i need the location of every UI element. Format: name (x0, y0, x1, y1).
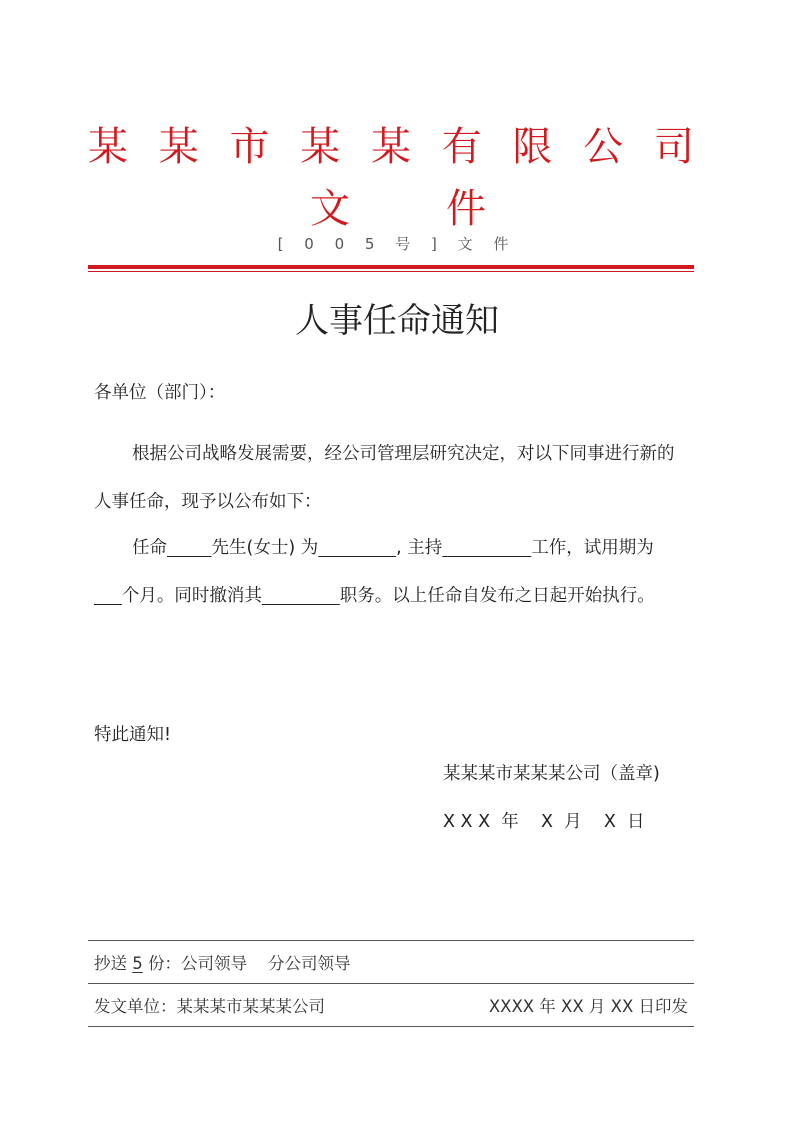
closing-remark: 特此通知! (94, 725, 172, 745)
months-blank (94, 586, 122, 606)
name-blank (167, 538, 212, 558)
document-number: [ 0 0 5 号 ] 文 件 (277, 235, 517, 253)
probation-label: 工作，试用期为 (531, 538, 654, 558)
cc-label: 抄送 (94, 954, 133, 973)
org-char: 某 (158, 124, 199, 170)
cc-count: 5 (132, 954, 143, 973)
header-divider-thick (88, 265, 694, 269)
org-char: 某 (371, 124, 411, 170)
org-char: 某 (300, 124, 341, 170)
position-blank (318, 538, 396, 558)
signature-company: 某某某市某某某公司（盖章) (443, 764, 660, 784)
footer-rule-middle (88, 983, 694, 984)
doc-char: 文 (310, 186, 350, 232)
footer-rule-bottom (88, 1026, 694, 1027)
appoint-label: 任命 (132, 538, 167, 558)
document-label (310, 186, 486, 232)
effective-text: 职务。以上任命自发布之日起开始执行。 (339, 586, 655, 606)
title-label: 先生(女士) 为 (211, 538, 319, 558)
issue-date: XXXX 年 XX 月 XX 日印发 (488, 997, 688, 1016)
header-divider-thin (88, 271, 694, 272)
org-char: 公 (583, 124, 624, 170)
footer-rule-top (88, 940, 694, 941)
org-char: 市 (229, 124, 270, 170)
paragraph-1-text: 根据公司战略发展需要，经公司管理层研究决定，对以下同事进行新的人事任命，现予以公布如下： (94, 444, 675, 512)
salutation: 各单位（部门）： (94, 383, 226, 403)
old-position-blank (262, 586, 340, 606)
org-char: 限 (512, 124, 553, 170)
signature-date: X X X 年 X 月 X 日 (443, 812, 645, 832)
notice-title: 人事任命通知 (295, 301, 499, 341)
org-char: 某 (88, 124, 128, 170)
doc-char: 件 (446, 186, 486, 232)
cc-row (94, 950, 350, 974)
body-paragraph-1 (94, 430, 688, 526)
cc-suffix: 份： (142, 954, 181, 973)
cc-recipients: 公司领导 分公司领导 (181, 954, 351, 973)
revoke-label: 个月。同时撤消其 (121, 586, 262, 606)
charge-label: , 主持 (396, 538, 443, 558)
issuing-unit: 发文单位：某某某市某某某公司 (94, 997, 325, 1016)
body-paragraph-2 (94, 524, 688, 620)
department-blank (442, 538, 531, 558)
org-char: 有 (441, 124, 482, 170)
organization-title (88, 124, 694, 170)
org-char: 司 (654, 124, 694, 170)
